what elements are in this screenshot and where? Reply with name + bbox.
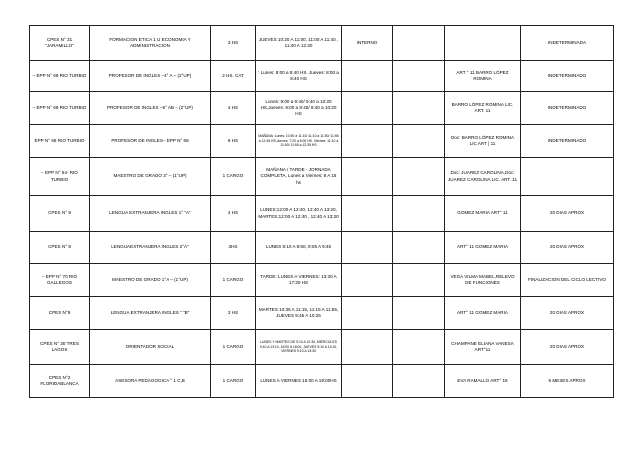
table-row	[30, 297, 614, 330]
position-cell: MAESTRO DE GRADO 1°A – (1°UP)	[90, 264, 211, 297]
school-cell: CPES N° 31 "JARAMILLO"	[30, 26, 90, 61]
holder-cell: Doc: BARRO LÓPEZ ROMINA LIC ART | 11	[445, 125, 521, 158]
table-row	[30, 196, 614, 232]
hours-cell: 1 CARGO	[211, 330, 256, 365]
school-cell: CPES N° 30 TRES LAGOS	[30, 330, 90, 365]
table-row	[30, 264, 614, 297]
empty-cell	[393, 264, 445, 297]
schedule-cell: MAÑANA: Lunes: 10:50 a 11:10/ 11:10 a 11:50/ 11:55 a 12:35 HS,Jueves: 7:20 a 8:00 HS, Viernes: 11:10 a 11:50/ 11:55 a 12:35 HS	[256, 125, 342, 158]
duration-cell: 6 MESES APROX	[521, 365, 614, 398]
status-cell	[342, 61, 393, 92]
table-row	[30, 61, 614, 92]
school-cell: – EPP N° 68 RIO TURBIO	[30, 61, 90, 92]
status-cell	[342, 196, 393, 232]
holder-cell: GOMEZ MARIA ART° 11	[445, 196, 521, 232]
schedule-cell: LUNES;12:00 A 12:40, 12:40 A 13:20, MARTES;12:00 A 12:40 , 12:40 A 13:20	[256, 196, 342, 232]
hours-cell: 6 HS	[211, 125, 256, 158]
school-cell: – EPP N° 70 RIO GALLEGOS	[30, 264, 90, 297]
empty-cell	[393, 125, 445, 158]
status-cell	[342, 125, 393, 158]
hours-cell: 3HS	[211, 232, 256, 264]
school-cell: EPP N° 68 RIO TURBIO	[30, 125, 90, 158]
duration-cell: 20 DIAS APROX	[521, 330, 614, 365]
position-cell: ORIENTADOR SOCIAL	[90, 330, 211, 365]
table-row	[30, 92, 614, 125]
schedule-cell: JUEVES 10:20 A 11:00, 11:00 A 11:40 , 11:40 A 12:30	[256, 26, 342, 61]
school-cell: – EPP N° 68 RIO TURBIO	[30, 92, 90, 125]
hours-cell: 4 HS	[211, 196, 256, 232]
holder-cell	[445, 26, 521, 61]
table-row	[30, 365, 614, 398]
empty-cell	[393, 330, 445, 365]
position-cell: MAESTRO DE GRADO 3° – (1°UP)	[90, 158, 211, 196]
table-row	[30, 125, 614, 158]
duration-cell: 20 DIAS APROX	[521, 232, 614, 264]
empty-cell	[393, 365, 445, 398]
hours-cell: 3 HS	[211, 26, 256, 61]
schedule-cell: MARTES 10:35 A 11:15, 11:15 A 11:55, JUEVES 9:45 A 10:25	[256, 297, 342, 330]
duration-cell: INDETERMINADO	[521, 61, 614, 92]
empty-cell	[393, 297, 445, 330]
holder-cell: EVA RAMALLO ART° 18	[445, 365, 521, 398]
status-cell	[342, 92, 393, 125]
holder-cell: VEGA VILMA MABEL,RELEVO DE FUNCIONES	[445, 264, 521, 297]
schedule-cell: Lunes: 9:00 a 9:40/ 9:40 a 10:20 HS,Jueves: 9:00 a 9:40/ 9:40 a 10:20 HS	[256, 92, 342, 125]
duration-cell: INDETERMINADO	[521, 92, 614, 125]
empty-cell	[393, 158, 445, 196]
holder-cell: ART° 11 GOMEZ MARIA	[445, 297, 521, 330]
status-cell: INTERNO	[342, 26, 393, 61]
status-cell	[342, 264, 393, 297]
empty-cell	[393, 232, 445, 264]
school-cell: – EPP N° 54- RIO TURBIO	[30, 158, 90, 196]
hours-cell: 3 HS	[211, 297, 256, 330]
status-cell	[342, 330, 393, 365]
position-cell: FORMACION ETICA 1 U ECONOMIA Y ADMINISTRACION	[90, 26, 211, 61]
position-cell: LENGUAEXTRANJERA INGLES 2°A"	[90, 232, 211, 264]
status-cell	[342, 158, 393, 196]
status-cell	[342, 365, 393, 398]
position-cell: PROFESOR DE INGLES –5° AB – (2°UP)	[90, 92, 211, 125]
position-cell: LENGUA EXTRANJERA INGLES 1° "A"	[90, 196, 211, 232]
table-row	[30, 232, 614, 264]
schedule-cell: MAÑANA / TARDE - JORNADA COMPLETA, Lunes a Viernes: 8 A 16 hs	[256, 158, 342, 196]
school-cell: CPES N° 9	[30, 232, 90, 264]
position-cell: PROFESOR DE INGLES –4° A – (2°UP)	[90, 61, 211, 92]
holder-cell: ART ° 11 BARRO LÓPEZ ROMINA	[445, 61, 521, 92]
duration-cell: INDETERMINADO	[521, 125, 614, 158]
duration-cell: FINALIZACION DEL CICLO LECTIVO	[521, 264, 614, 297]
hours-cell: 1 CARGO	[211, 365, 256, 398]
schedule-cell: TARDE: LUNES A VIERNES: 13:30 A 17:30 HS	[256, 264, 342, 297]
school-cell: CPES N°9	[30, 297, 90, 330]
table-row	[30, 330, 614, 365]
table-row	[30, 26, 614, 61]
schedule-cell: LUNES 8:10 A 8:50, 9:05 A 9:45	[256, 232, 342, 264]
hours-cell: 4 HS	[211, 92, 256, 125]
schedule-cell: LUNES A VIERNES 15:00 A 19:00HS	[256, 365, 342, 398]
empty-cell	[393, 196, 445, 232]
hours-cell: 1 CARGO	[211, 264, 256, 297]
school-cell: CPES N° 9	[30, 196, 90, 232]
schedule-cell: LUNES Y MARTES DE 9:10 A 12:30, MIERCOLES 9:10 A 13:10, 16:00 A 18:00, JUEVES 9:10 A 13:10, VIERNES 9:10 A 13:30	[256, 330, 342, 365]
table-row	[30, 158, 614, 196]
holder-cell: Doc: JUAREZ CAROLINA,Doc: JUAREZ CAROLINA LIC. ART. 11	[445, 158, 521, 196]
holder-cell: ART° 11 GOMEZ MARIA	[445, 232, 521, 264]
status-cell	[342, 297, 393, 330]
holder-cell: BARRO LÓPEZ ROMINA LIC. ART. 11	[445, 92, 521, 125]
position-cell: PROFESOR DE INGLES– EPP N° 68	[90, 125, 211, 158]
vacancies-table	[29, 25, 614, 398]
duration-cell	[521, 158, 614, 196]
duration-cell: 20 DIAS APROX	[521, 196, 614, 232]
status-cell	[342, 232, 393, 264]
empty-cell	[393, 26, 445, 61]
duration-cell: INDETERMINADA	[521, 26, 614, 61]
empty-cell	[393, 61, 445, 92]
position-cell: ASESORA PEDAGOGICA ° 1 C,B	[90, 365, 211, 398]
duration-cell: 20 DIAS APROX	[521, 297, 614, 330]
holder-cell: CHAMPANE ELIANA VANESA ART°11	[445, 330, 521, 365]
school-cell: CPES N°2 FLORIDABLANCA	[30, 365, 90, 398]
empty-cell	[393, 92, 445, 125]
hours-cell: 1 CARGO	[211, 158, 256, 196]
schedule-cell: : Lunes: 8:00 a 8:40 HS. Jueves: 8:00 a 8:40 HS	[256, 61, 342, 92]
hours-cell: 2 HS. CAT	[211, 61, 256, 92]
position-cell: LENGUA EXTRANJERA INGLES " "B"	[90, 297, 211, 330]
